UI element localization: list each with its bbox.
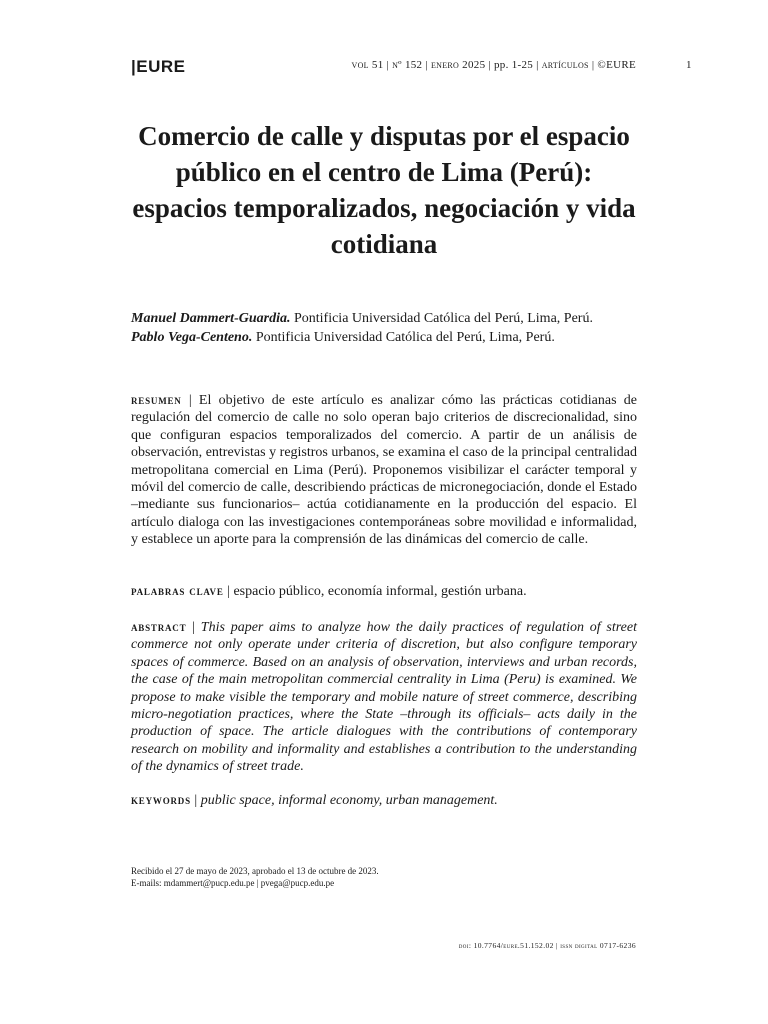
label-sep: |: [223, 584, 234, 599]
section-name: artículos: [541, 59, 589, 71]
palabras-clave-text: espacio público, economía informal, gestión urbana.: [233, 584, 527, 599]
page-number: 1: [686, 59, 692, 71]
received-note: Recibido el 27 de mayo de 2023, aprobado el 13 de octubre de 2023.: [131, 866, 379, 876]
abstract-label: abstract: [131, 619, 187, 634]
article-title: Comercio de calle y disputas por el espacio público en el centro de Lima (Perú): espacios temporalizados, negociación y vida cotidiana: [132, 121, 636, 259]
footnote: [131, 865, 379, 889]
issue-date: enero 2025: [430, 59, 486, 71]
resumen-text: El objetivo de este artículo es analizar cómo las prácticas cotidianas de regulación del comercio de calle no solo operan bajo criterios de discrecionalidad, sino que configuran espacios temporalizados del comercio. A partir de un análisis de observación, entrevistas y registros urbanos, se examina el caso de la principal centralidad metropolitana comercial en Lima (Perú). Proponemos visibilizar el carácter temporal y móvil del comercio de calle, describiendo prácticas de micronegociación, donde el Estado –mediante sus funcionarios– actúa cotidianamente en la producción del espacio. El artículo dialoga con las investigaciones contemporáneas sobre movilidad e informalidad, y establece un aporte para la comprensión de las dinámicas del comercio de calle.: [131, 393, 637, 548]
doi: doi: 10.7764/eure.51.152.02: [458, 941, 554, 950]
keywords-paragraph: [131, 791, 637, 809]
copyright: ©EURE: [597, 59, 636, 71]
issn: issn digital 0717-6236: [560, 941, 636, 950]
sep: |: [588, 59, 598, 71]
running-header: [300, 59, 636, 71]
sep: |: [422, 59, 431, 71]
author-list: [131, 309, 637, 347]
sep: |: [383, 59, 393, 71]
journal-logo: |EURE: [131, 57, 186, 76]
doi-line: [330, 941, 636, 950]
page-range: pp. 1-25: [494, 59, 534, 71]
volume: vol 51: [351, 59, 384, 71]
issue-number: nº 152: [392, 59, 423, 71]
author-affiliation: Pontificia Universidad Católica del Perú, Lima, Perú.: [252, 330, 555, 345]
abstract-text: This paper aims to analyze how the daily practices of regulation of street commerce not only operate under criteria of discretion, but also configure temporary spaces of commerce. Based on an analysis of observation, interviews and urban records, the case of the main metropolitan commercial centrality in Lima (Peru) is examined. We propose to make visible the temporary and mobile nature of street commerce, describing micro-negotiation practices, where the State –through its officials– acts daily in the production of space. The article dialogues with the contributions of contemporary research on mobility and informality and establishes a contribution to the understanding of the dynamics of street trade.: [131, 620, 637, 775]
keywords-label: keywords: [131, 792, 191, 807]
label-sep: |: [181, 393, 199, 408]
palabras-clave-label: palabras clave: [131, 583, 224, 598]
label-sep: |: [190, 793, 201, 808]
emails-note: E-mails: mdammert@pucp.edu.pe | pvega@pucp.edu.pe: [131, 878, 335, 888]
author-name: Pablo Vega-Centeno.: [131, 330, 253, 345]
resumen-label: resumen: [131, 392, 182, 407]
author-name: Manuel Dammert-Guardia.: [131, 311, 291, 326]
palabras-clave-paragraph: [131, 582, 637, 600]
abstract-paragraph: [131, 618, 637, 776]
sep: |: [533, 59, 542, 71]
resumen-paragraph: [131, 391, 637, 549]
label-sep: |: [186, 620, 201, 635]
author-line: [131, 309, 637, 328]
author-affiliation: Pontificia Universidad Católica del Perú, Lima, Perú.: [290, 311, 593, 326]
keywords-text: public space, informal economy, urban management.: [200, 793, 498, 808]
sep: |: [485, 59, 494, 71]
author-line: [131, 328, 637, 347]
sep: |: [553, 941, 561, 950]
